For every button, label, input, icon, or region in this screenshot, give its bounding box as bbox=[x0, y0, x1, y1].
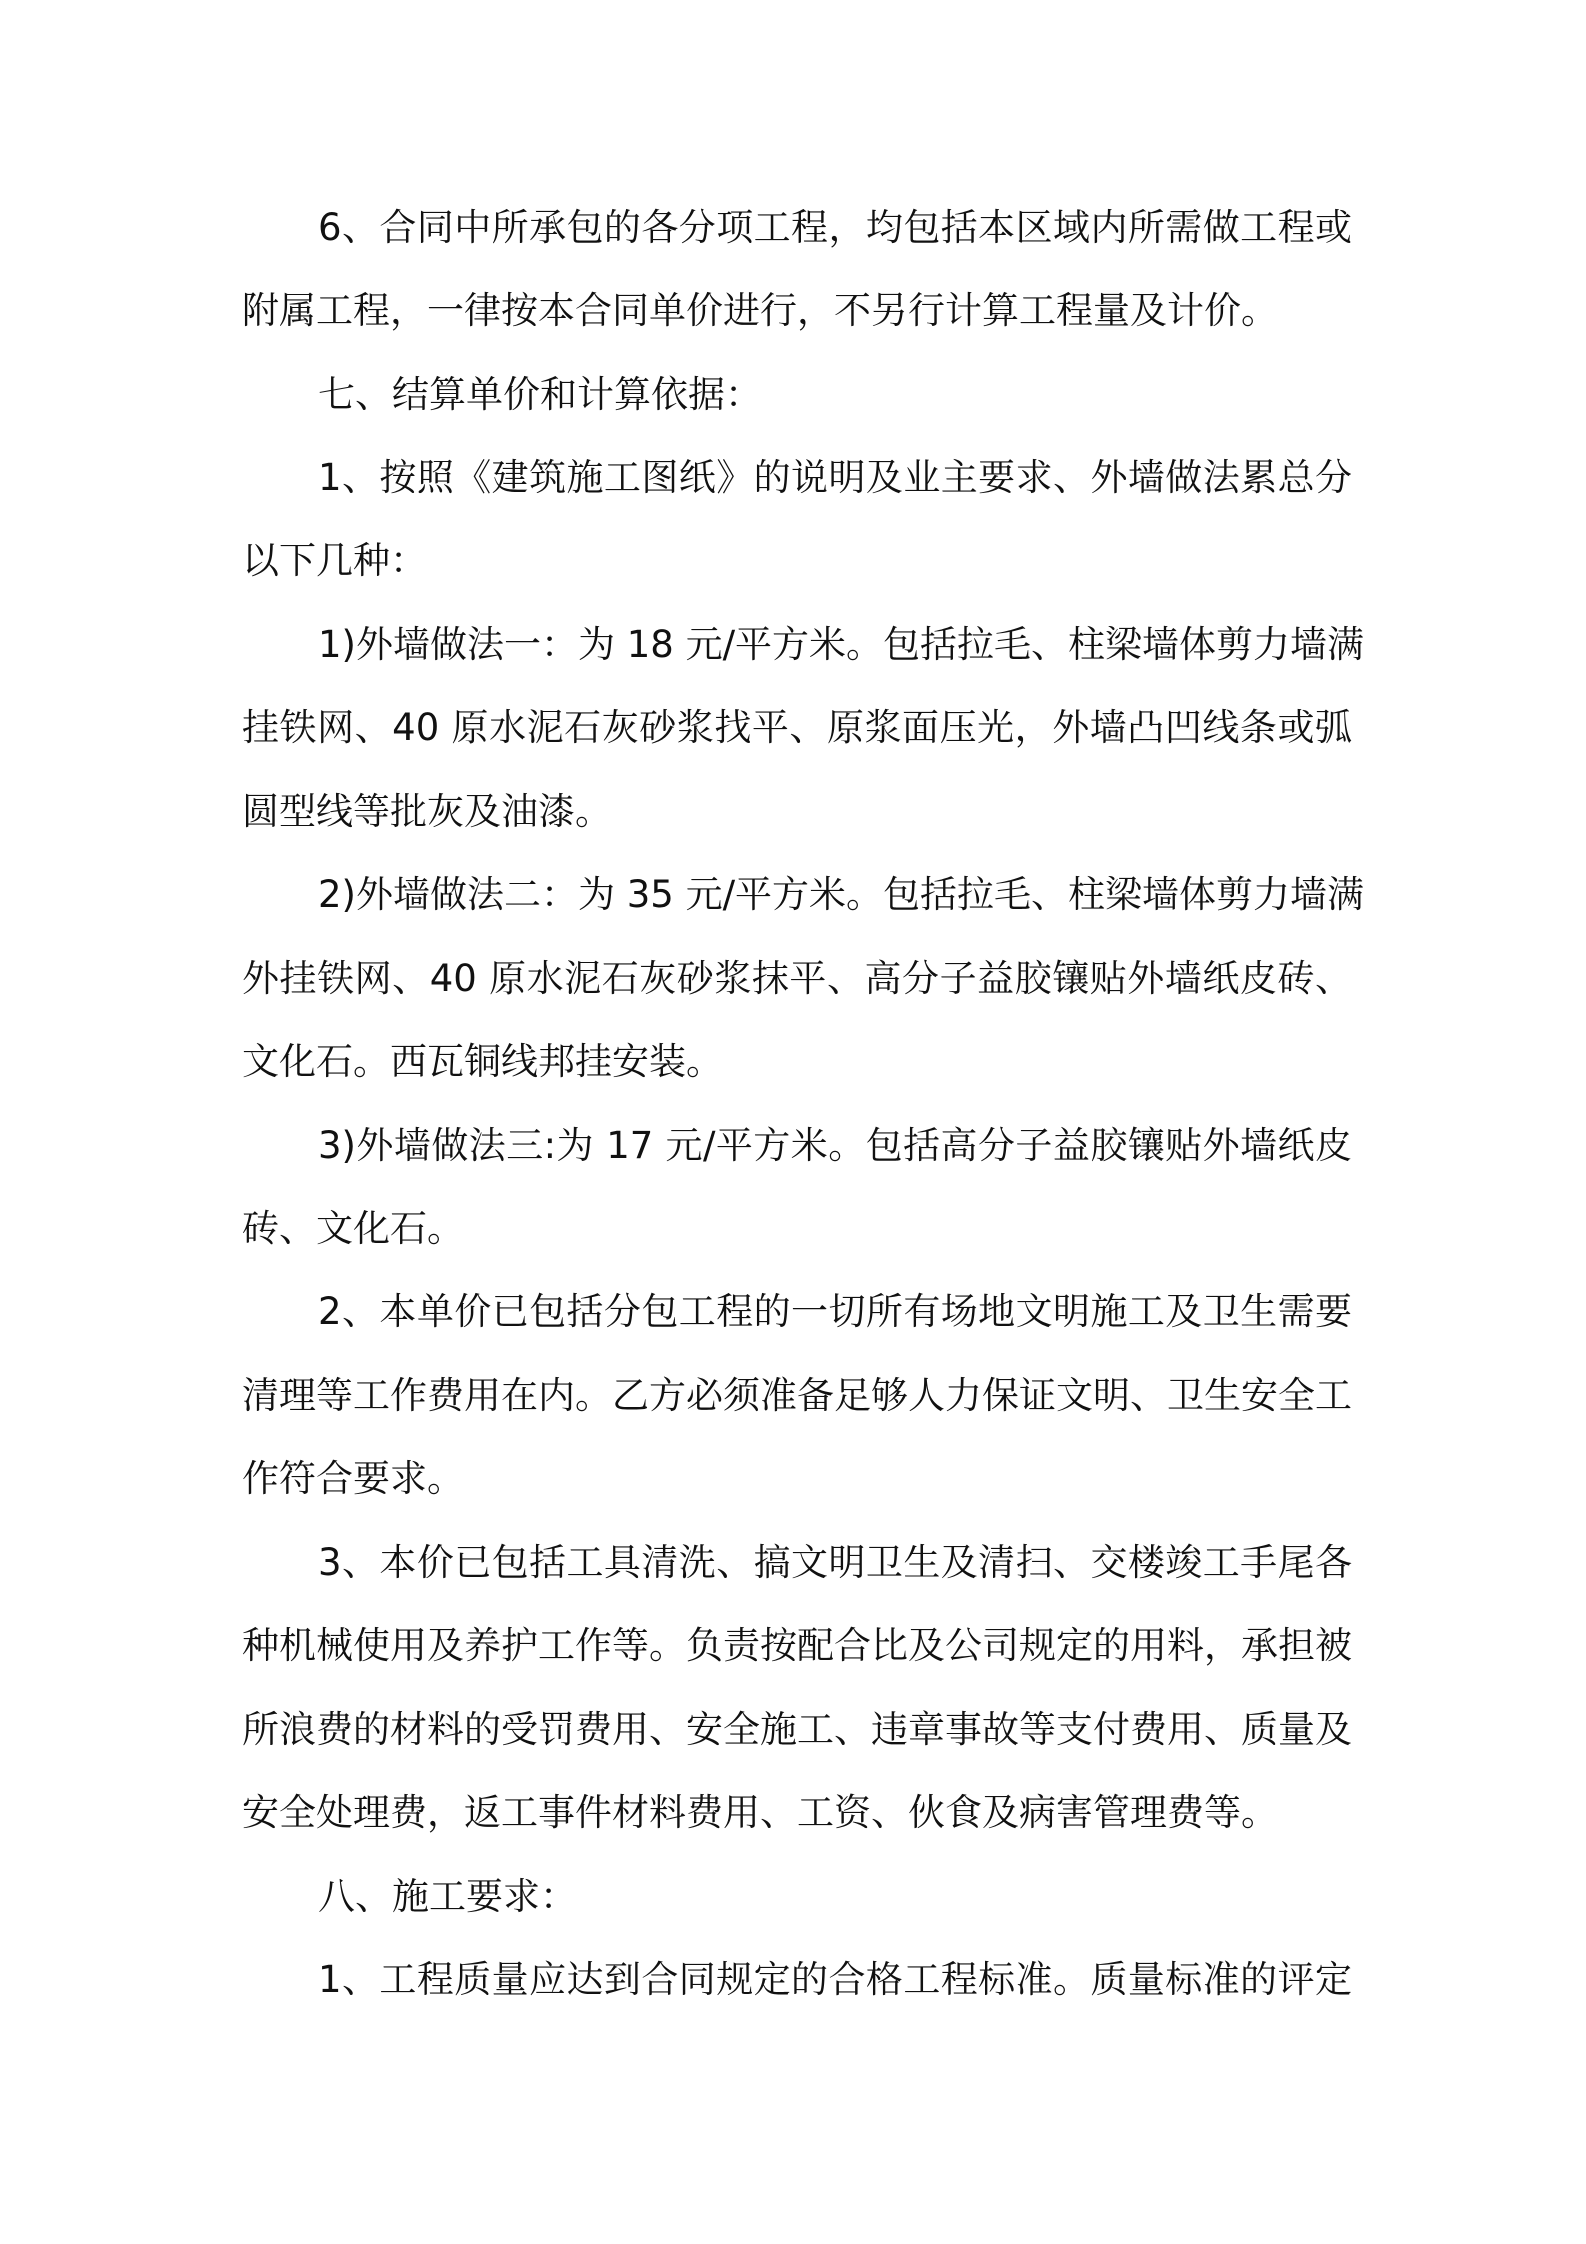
paragraph-line: 3、本价已包括工具清洗、搞文明卫生及清扫、交楼竣工手尾各 bbox=[318, 1541, 1352, 1584]
section-heading: 七、结算单价和计算依据： bbox=[318, 373, 762, 416]
paragraph-line: 清理等工作费用在内。乙方必须准备足够人力保证文明、卫生安全工 bbox=[242, 1374, 1352, 1417]
paragraph-line: 文化石。西瓦铜线邦挂安装。 bbox=[242, 1040, 723, 1083]
paragraph-line: 安全处理费，返工事件材料费用、工资、伙食及病害管理费等。 bbox=[242, 1791, 1278, 1834]
paragraph-line: 3)外墙做法三:为 17 元/平方米。包括高分子益胶镶贴外墙纸皮 bbox=[318, 1124, 1352, 1167]
paragraph-line: 圆型线等批灰及油漆。 bbox=[242, 790, 612, 833]
section-heading: 八、施工要求： bbox=[318, 1875, 577, 1918]
paragraph-line: 种机械使用及养护工作等。负责按配合比及公司规定的用料，承担被 bbox=[242, 1624, 1352, 1667]
paragraph-line: 外挂铁网、40 原水泥石灰砂浆抹平、高分子益胶镶贴外墙纸皮砖、 bbox=[242, 957, 1352, 1000]
paragraph-line: 2、本单价已包括分包工程的一切所有场地文明施工及卫生需要 bbox=[318, 1290, 1352, 1333]
paragraph-line: 6、合同中所承包的各分项工程，均包括本区域内所需做工程或 bbox=[318, 206, 1352, 249]
paragraph-line: 1、按照《建筑施工图纸》的说明及业主要求、外墙做法累总分 bbox=[318, 456, 1352, 499]
paragraph-line: 砖、文化石。 bbox=[242, 1207, 464, 1250]
paragraph-line: 2)外墙做法二：为 35 元/平方米。包括拉毛、柱梁墙体剪力墙满 bbox=[318, 873, 1365, 916]
paragraph-line: 所浪费的材料的受罚费用、安全施工、违章事故等支付费用、质量及 bbox=[242, 1708, 1352, 1751]
paragraph-line: 附属工程，一律按本合同单价进行，不另行计算工程量及计价。 bbox=[242, 289, 1278, 332]
paragraph-line: 1、工程质量应达到合同规定的合格工程标准。质量标准的评定 bbox=[318, 1958, 1352, 2001]
paragraph-line: 1)外墙做法一：为 18 元/平方米。包括拉毛、柱梁墙体剪力墙满 bbox=[318, 623, 1365, 666]
paragraph-line: 作符合要求。 bbox=[242, 1457, 464, 1500]
paragraph-line: 以下几种： bbox=[242, 539, 427, 582]
paragraph-line: 挂铁网、40 原水泥石灰砂浆找平、原浆面压光，外墙凸凹线条或弧 bbox=[242, 706, 1352, 749]
